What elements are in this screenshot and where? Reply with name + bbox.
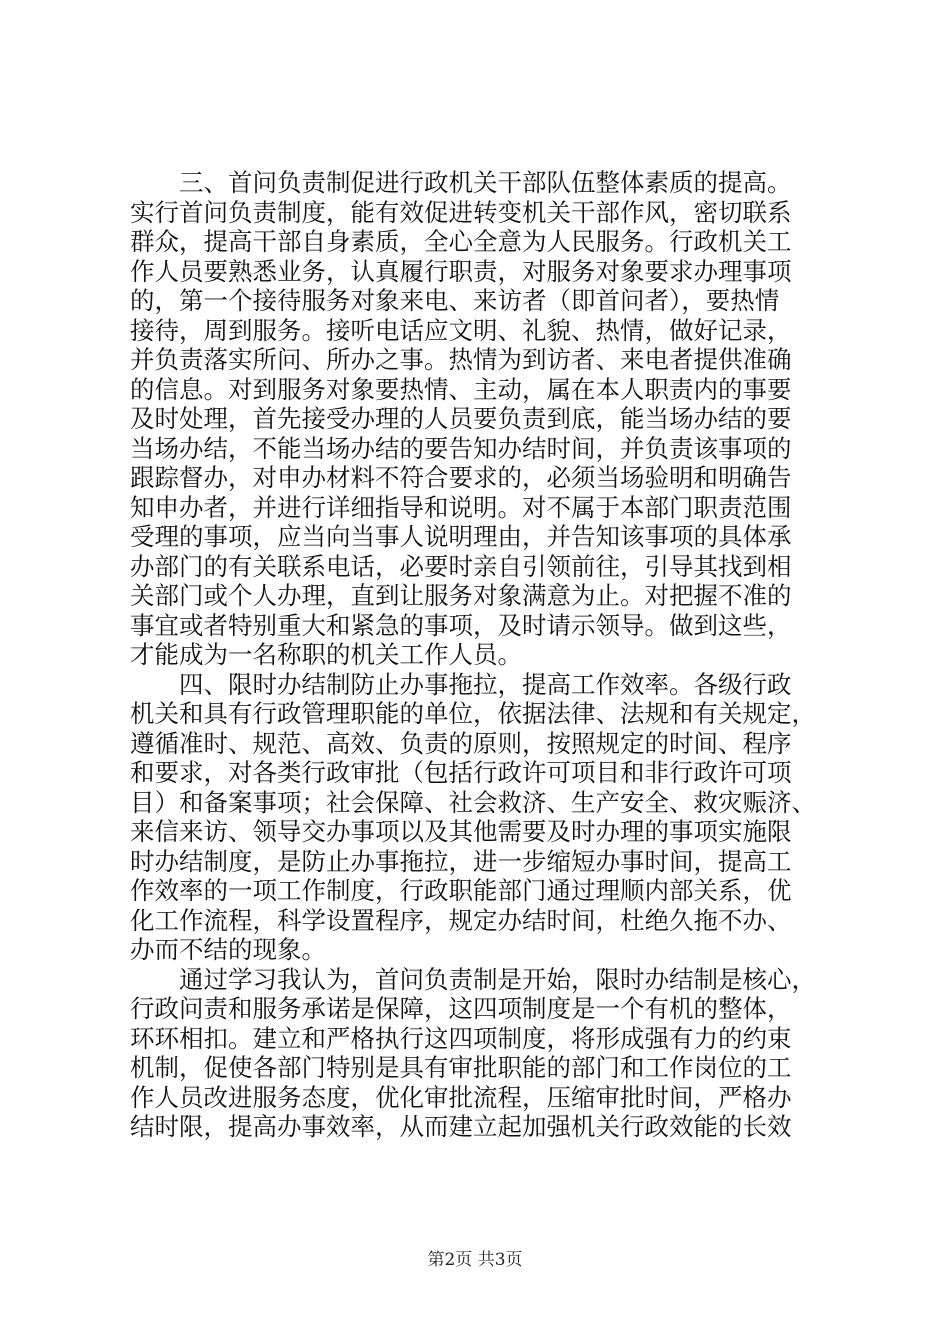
text-line: 关部门或个人办理，直到让服务对象满意为止。对把握不准的 (130, 581, 792, 610)
text-line: 化工作流程，科学设置程序，规定办结时间，杜绝久拖不办、 (130, 905, 792, 935)
text-line: 办部门的有关联系电话，必要时亲自引领前往，引导其找到相 (130, 551, 792, 581)
text-line: 结时限，提高办事效率，从而建立起加强机关行政效能的长效 (130, 1112, 792, 1141)
text-line: 并负责落实所问、所办之事。热情为到访者、来电者提供准确 (130, 345, 792, 374)
text-line: 群众，提高干部自身素质，全心全意为人民服务。行政机关工 (130, 227, 792, 256)
text-line: 四、限时办结制防止办事拖拉，提高工作效率。各级行政 (130, 669, 792, 699)
text-line: 机制，促使各部门特别是具有审批职能的部门和工作岗位的工 (130, 1053, 792, 1082)
text-line: 的信息。对到服务对象要热情、主动，属在本人职责内的事要 (130, 374, 792, 404)
page-number-footer: 第2页 共3页 (427, 1250, 523, 1270)
text-line: 办而不结的现象。 (130, 935, 326, 964)
text-line: 事宜或者特别重大和紧急的事项，及时请示领导。做到这些， (130, 610, 792, 640)
text-line: 作人员改进服务态度，优化审批流程，压缩审批时间，严格办 (130, 1082, 792, 1112)
text-line: 通过学习我认为，首问负责制是开始，限时办结制是核心， (130, 964, 816, 994)
text-line: 作效率的一项工作制度，行政职能部门通过理顺内部关系，优 (130, 876, 792, 905)
text-line: 才能成为一名称职的机关工作人员。 (130, 640, 522, 669)
text-line: 遵循准时、规范、高效、负责的原则，按照规定的时间、程序 (130, 728, 792, 758)
body-text (130, 168, 830, 1142)
text-line: 来信来访、领导交办事项以及其他需要及时办理的事项实施限 (130, 817, 792, 846)
text-line: 和要求，对各类行政审批（包括行政许可项目和非行政许可项 (130, 758, 792, 787)
text-line: 环环相扣。建立和严格执行这四项制度，将形成强有力的约束 (130, 1023, 792, 1053)
text-line: 作人员要熟悉业务，认真履行职责，对服务对象要求办理事项 (130, 256, 792, 286)
text-line: 实行首问负责制度，能有效促进转变机关干部作风，密切联系 (130, 197, 792, 227)
text-line: 时办结制度，是防止办事拖拉，进一步缩短办事时间，提高工 (130, 846, 792, 876)
text-line: 当场办结，不能当场办结的要告知办结时间，并负责该事项的 (130, 433, 792, 463)
text-line: 三、首问负责制促进行政机关干部队伍整体素质的提高。 (130, 168, 792, 197)
text-line: 接待，周到服务。接听电话应文明、礼貌、热情，做好记录， (130, 315, 792, 345)
text-line: 机关和具有行政管理职能的单位，依据法律、法规和有关规定， (130, 699, 816, 728)
text-line: 目）和备案事项；社会保障、社会救济、生产安全、救灾赈济、 (130, 787, 816, 817)
text-line: 的，第一个接待服务对象来电、来访者（即首问者），要热情 (130, 286, 780, 315)
text-line: 及时处理，首先接受办理的人员要负责到底，能当场办结的要 (130, 404, 792, 433)
text-line: 跟踪督办，对申办材料不符合要求的，必须当场验明和明确告 (130, 463, 792, 492)
text-line: 受理的事项，应当向当事人说明理由，并告知该事项的具体承 (130, 522, 792, 551)
text-line: 知申办者，并进行详细指导和说明。对不属于本部门职责范围 (130, 492, 792, 522)
text-line: 行政问责和服务承诺是保障，这四项制度是一个有机的整体， (130, 994, 792, 1023)
